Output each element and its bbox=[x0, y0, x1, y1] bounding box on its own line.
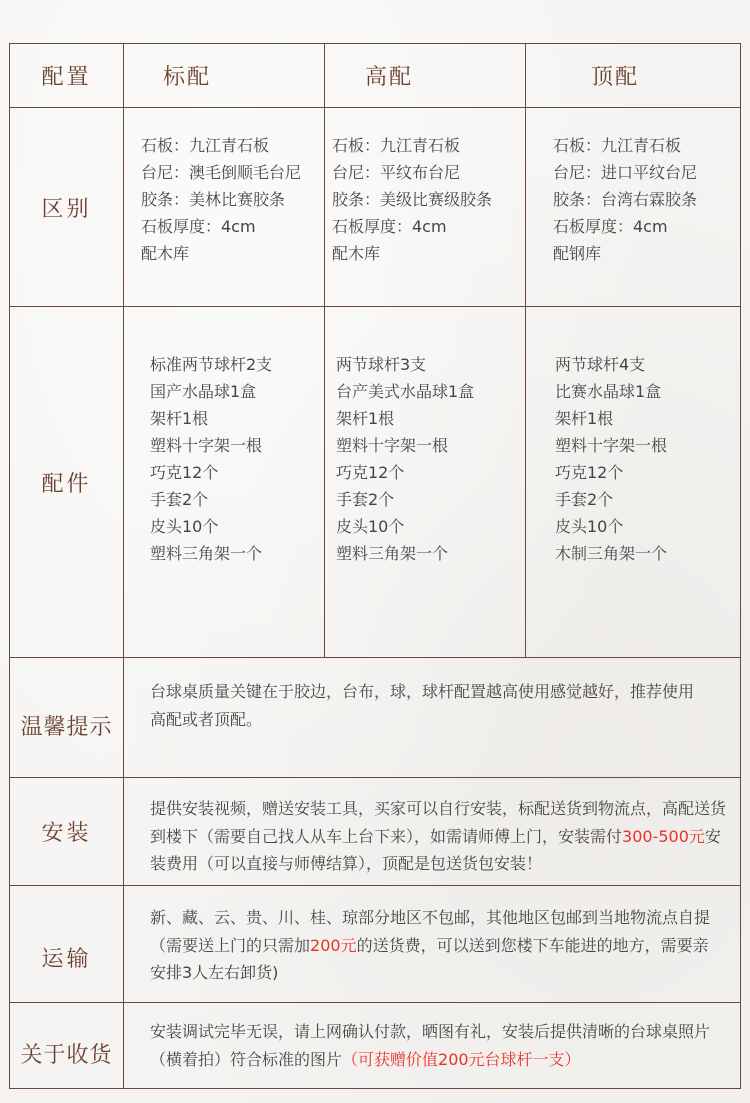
difference-list-standard bbox=[141, 132, 301, 267]
list-item: 配木库 bbox=[332, 244, 381, 263]
install-fee-highlight: 300-500元 bbox=[622, 826, 705, 846]
list-item: 手套2个 bbox=[336, 490, 395, 509]
difference-list-top bbox=[553, 132, 697, 267]
list-item: 石板：九江青石板 bbox=[141, 136, 270, 155]
receipt-gift-highlight: （可获赠价值200元台球杆一支） bbox=[342, 1049, 581, 1069]
list-item: 台尼：平纹布台尼 bbox=[332, 163, 461, 182]
install-text-a: 提供安装视频，赠送安装工具，买家可以自行安装，标配送货到物流点，高配送货到楼下（需要自己找人从车上台下来），如需请师傅上门，安装需付 bbox=[150, 799, 727, 846]
list-item: 塑料十字架一根 bbox=[150, 436, 263, 455]
list-item: 巧克12个 bbox=[555, 463, 624, 482]
list-item: 皮头10个 bbox=[150, 517, 219, 536]
row-label-tips: 温馨提示 bbox=[20, 714, 113, 740]
list-item: 两节球杆3支 bbox=[336, 355, 427, 374]
list-item: 巧克12个 bbox=[150, 463, 219, 482]
receipt-text bbox=[150, 1018, 720, 1073]
list-item: 石板厚度：4cm bbox=[553, 217, 668, 236]
row-label-shipping: 运输 bbox=[41, 947, 92, 972]
list-item: 胶条：美级比赛级胶条 bbox=[332, 190, 493, 209]
row-label-install: 安装 bbox=[41, 821, 92, 846]
list-item: 巧克12个 bbox=[336, 463, 405, 482]
shipping-text bbox=[150, 904, 720, 987]
shipping-text-a: 新、藏、云、贵、川、桂、琼部分地区不包邮，其他地区包邮到当地物流点自提（需要送上门的只需加 bbox=[150, 908, 711, 955]
list-item: 台产美式水晶球1盒 bbox=[336, 382, 475, 401]
list-item: 石板：九江青石板 bbox=[332, 136, 461, 155]
list-item: 比赛水晶球1盒 bbox=[555, 382, 662, 401]
list-item: 塑料十字架一根 bbox=[336, 436, 449, 455]
table-border-right bbox=[740, 43, 741, 1089]
list-item: 胶条：美林比赛胶条 bbox=[141, 190, 286, 209]
list-item: 两节球杆4支 bbox=[555, 355, 646, 374]
list-item: 木制三角架一个 bbox=[555, 544, 668, 563]
list-item: 配木库 bbox=[141, 244, 190, 263]
list-item: 架杆1根 bbox=[336, 409, 395, 428]
list-item: 标准两节球杆2支 bbox=[150, 355, 273, 374]
shipping-text-b: 的送货费，可以送到您楼下车能进的地方，需要亲安排3人左右卸货) bbox=[150, 935, 709, 982]
column-divider bbox=[324, 43, 325, 658]
row-label-accessories: 配件 bbox=[41, 471, 92, 497]
list-item: 石板厚度：4cm bbox=[141, 217, 256, 236]
list-item: 塑料十字架一根 bbox=[555, 436, 668, 455]
column-divider bbox=[525, 43, 526, 658]
list-item: 皮头10个 bbox=[555, 517, 624, 536]
list-item: 石板：九江青石板 bbox=[553, 136, 682, 155]
list-item: 石板厚度：4cm bbox=[332, 217, 447, 236]
header-label: 配置 bbox=[41, 65, 92, 90]
accessory-list-standard bbox=[150, 351, 272, 567]
accessory-list-high bbox=[336, 351, 474, 567]
list-item: 塑料三角架一个 bbox=[336, 544, 449, 563]
label-column-divider bbox=[123, 43, 124, 1089]
list-item: 国产水晶球1盒 bbox=[150, 382, 257, 401]
install-text-b: 安装费用（可以直接与师傅结算），顶配是包送货包安装！ bbox=[150, 826, 721, 873]
list-item: 手套2个 bbox=[555, 490, 614, 509]
column-head-high: 高配 bbox=[365, 65, 414, 90]
list-item: 架杆1根 bbox=[555, 409, 614, 428]
list-item: 台尼：进口平纹台尼 bbox=[553, 163, 698, 182]
install-text bbox=[150, 795, 730, 878]
accessory-list-top bbox=[555, 351, 667, 567]
row-label-difference: 区别 bbox=[41, 196, 92, 222]
list-item: 架杆1根 bbox=[150, 409, 209, 428]
tips-text: 台球桌质量关键在于胶边，台布，球，球杆配置越高使用感觉越好，推荐使用高配或者顶配。 bbox=[150, 682, 695, 729]
list-item: 胶条：台湾右霖胶条 bbox=[553, 190, 698, 209]
column-head-standard: 标配 bbox=[163, 65, 212, 90]
list-item: 手套2个 bbox=[150, 490, 209, 509]
list-item: 台尼：澳毛倒顺毛台尼 bbox=[141, 163, 302, 182]
difference-list-high bbox=[332, 132, 492, 267]
shipping-fee-highlight: 200元 bbox=[310, 935, 357, 955]
list-item: 皮头10个 bbox=[336, 517, 405, 536]
receipt-text-a: 安装调试完毕无误，请上网确认付款，晒图有礼，安装后提供清晰的台球桌照片（横着拍）符合标准的图片 bbox=[150, 1022, 711, 1069]
row-label-receipt: 关于收货 bbox=[20, 1042, 113, 1068]
list-item: 塑料三角架一个 bbox=[150, 544, 263, 563]
column-head-top: 顶配 bbox=[591, 65, 640, 90]
list-item: 配钢库 bbox=[553, 244, 602, 263]
